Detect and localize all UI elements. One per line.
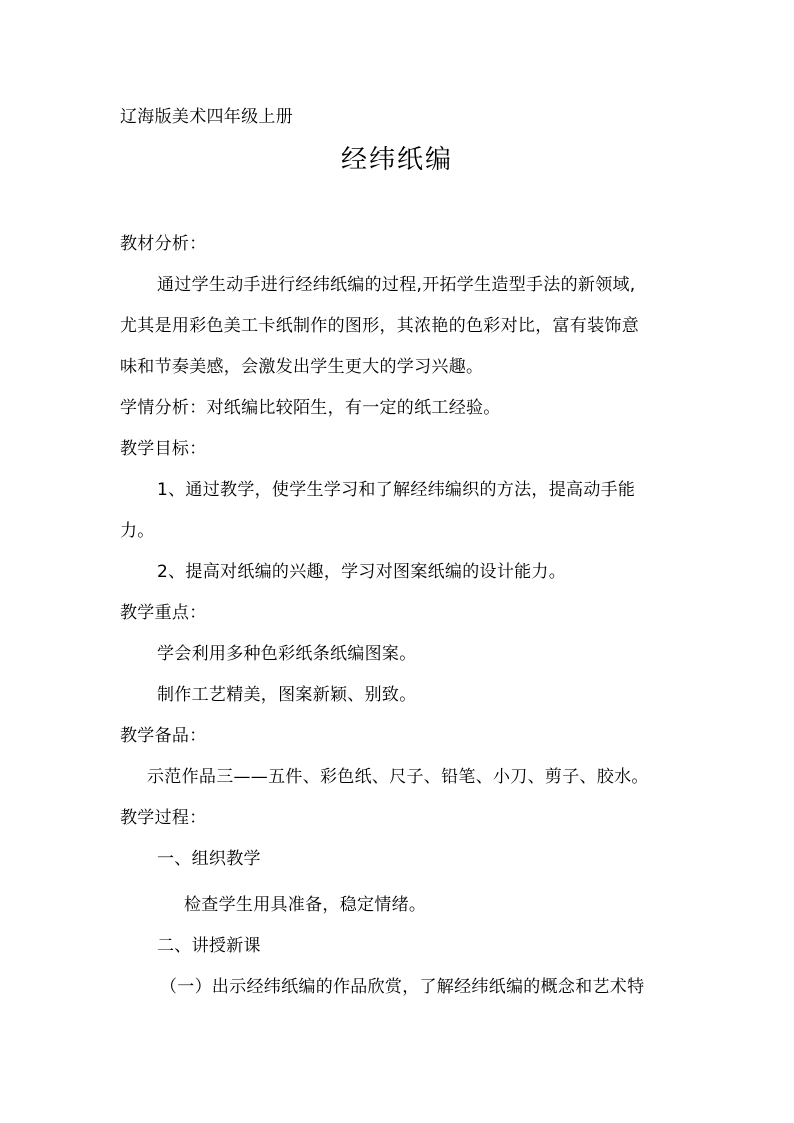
document-title: 经纬纸编 [340, 145, 453, 175]
key-point-item: 制作工艺精美，图案新颖、别致。 [157, 685, 417, 705]
materials-line: 示范作品三——五件、彩色纸、尺子、铅笔、小刀、剪子、胶水。 [147, 767, 649, 787]
section-heading-student-analysis: 学情分析：对纸编比较陌生，有一定的纸工经验。 [120, 398, 501, 418]
process-step-detail: 检查学生用具准备，稳定情绪。 [184, 895, 427, 915]
paragraph-line: 尤其是用彩色美工卡纸制作的图形，其浓艳的色彩对比，富有装饰意 [120, 316, 639, 336]
section-heading-materials: 教学备品： [120, 726, 207, 746]
process-step-heading: 一、组织教学 [157, 849, 261, 869]
process-substep: （一）出示经纬纸编的作品欣赏，了解经纬纸编的概念和艺术特 [160, 977, 645, 997]
section-heading-process: 教学过程： [120, 808, 207, 828]
goal-item-2: 2、提高对纸编的兴趣，学习对图案纸编的设计能力。 [157, 562, 567, 582]
section-heading-teaching-goals: 教学目标： [120, 439, 207, 459]
goal-item-1-continued: 力。 [120, 521, 155, 541]
paragraph-line: 味和节奏美感，会激发出学生更大的学习兴趣。 [120, 357, 484, 377]
section-heading-key-points: 教学重点： [120, 603, 207, 623]
document-subtitle: 辽海版美术四年级上册 [120, 107, 293, 127]
process-step-heading: 二、讲授新课 [157, 936, 261, 956]
key-point-item: 学会利用多种色彩纸条纸编图案。 [157, 644, 417, 664]
goal-item-1: 1、通过教学，使学生学习和了解经纬编织的方法，提高动手能 [157, 480, 636, 500]
paragraph-line: 通过学生动手进行经纬纸编的过程,开拓学生造型手法的新领域, [157, 275, 636, 295]
section-heading-textbook-analysis: 教材分析： [120, 234, 207, 254]
